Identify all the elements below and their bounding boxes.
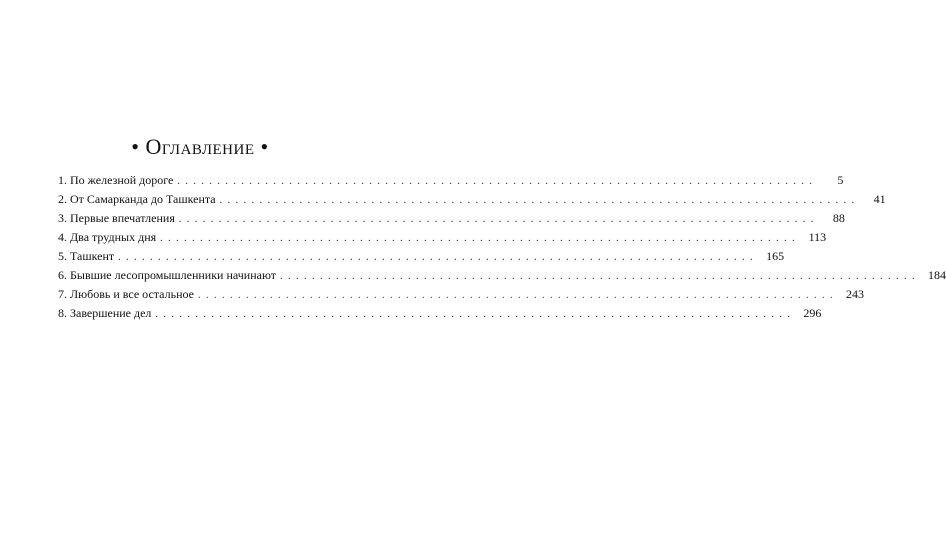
toc-entry: [58, 266, 946, 285]
dot-leader: . . . . . . . . . . . . . . . . . . . . . . . . . . . . . . . . . . . . . . . . . . . . . . . . . . . . . . . . . . . . . . . . . . . . . . . . . . . . . . . .: [160, 233, 797, 244]
dot-leader: . . . . . . . . . . . . . . . . . . . . . . . . . . . . . . . . . . . . . . . . . . . . . . . . . . . . . . . . . . . . . . . . . . . . . . . . . . . . . . . .: [177, 176, 814, 187]
toc-entry-title: 3. Первые впечатления: [58, 211, 175, 225]
dot-leader: . . . . . . . . . . . . . . . . . . . . . . . . . . . . . . . . . . . . . . . . . . . . . . . . . . . . . . . . . . . . . . . . . . . . . . . . . . . . . . . .: [197, 290, 834, 301]
dot-leader: . . . . . . . . . . . . . . . . . . . . . . . . . . . . . . . . . . . . . . . . . . . . . . . . . . . . . . . . . . . . . . . . . . . . . . . . . . . . . . . .: [219, 195, 856, 206]
toc-entry-page-number: 113: [808, 230, 827, 244]
toc-entry: [58, 285, 864, 304]
toc-entry-page-number: 88: [832, 211, 845, 225]
toc-entry: [58, 209, 845, 228]
toc-entry-page-number: 165: [766, 249, 785, 263]
page-title: • Оглавление •: [131, 134, 269, 159]
toc-entry-title: 1. По железной дороге: [58, 173, 174, 187]
dot-leader: . . . . . . . . . . . . . . . . . . . . . . . . . . . . . . . . . . . . . . . . . . . . . . . . . . . . . . . . . . . . . . . . . . . . . . . . . . . . . . . .: [118, 252, 755, 263]
toc-entry-page-number: 41: [873, 192, 886, 206]
table-of-contents: [58, 171, 946, 323]
toc-entry: [58, 228, 827, 247]
toc-entry-title: 2. От Самарканда до Ташкента: [58, 192, 216, 206]
toc-entry-title: 7. Любовь и все остальное: [58, 287, 194, 301]
dot-leader: . . . . . . . . . . . . . . . . . . . . . . . . . . . . . . . . . . . . . . . . . . . . . . . . . . . . . . . . . . . . . . . . . . . . . . . . . . . . . . . .: [280, 271, 916, 282]
toc-entry-page-number: 184: [928, 268, 946, 282]
toc-entry-page-number: 296: [803, 306, 822, 320]
toc-entry-title: 8. Завершение дел: [58, 306, 152, 320]
toc-entry: [58, 190, 886, 209]
dot-leader: . . . . . . . . . . . . . . . . . . . . . . . . . . . . . . . . . . . . . . . . . . . . . . . . . . . . . . . . . . . . . . . . . . . . . . . . . . . . . . . .: [155, 309, 792, 320]
toc-entry-title: 4. Два трудных дня: [58, 230, 157, 244]
toc-entry-page-number: 5: [837, 173, 844, 187]
toc-entry: [58, 304, 822, 323]
toc-entry-title: 6. Бывшие лесопромышленники начинают: [58, 268, 276, 282]
toc-entry-title: 5. Ташкент: [58, 249, 115, 263]
dot-leader: . . . . . . . . . . . . . . . . . . . . . . . . . . . . . . . . . . . . . . . . . . . . . . . . . . . . . . . . . . . . . . . . . . . . . . . . . . . . . . . .: [178, 214, 815, 225]
toc-entry: [58, 171, 844, 190]
toc-entry-page-number: 243: [845, 287, 864, 301]
toc-entry: [58, 247, 785, 266]
